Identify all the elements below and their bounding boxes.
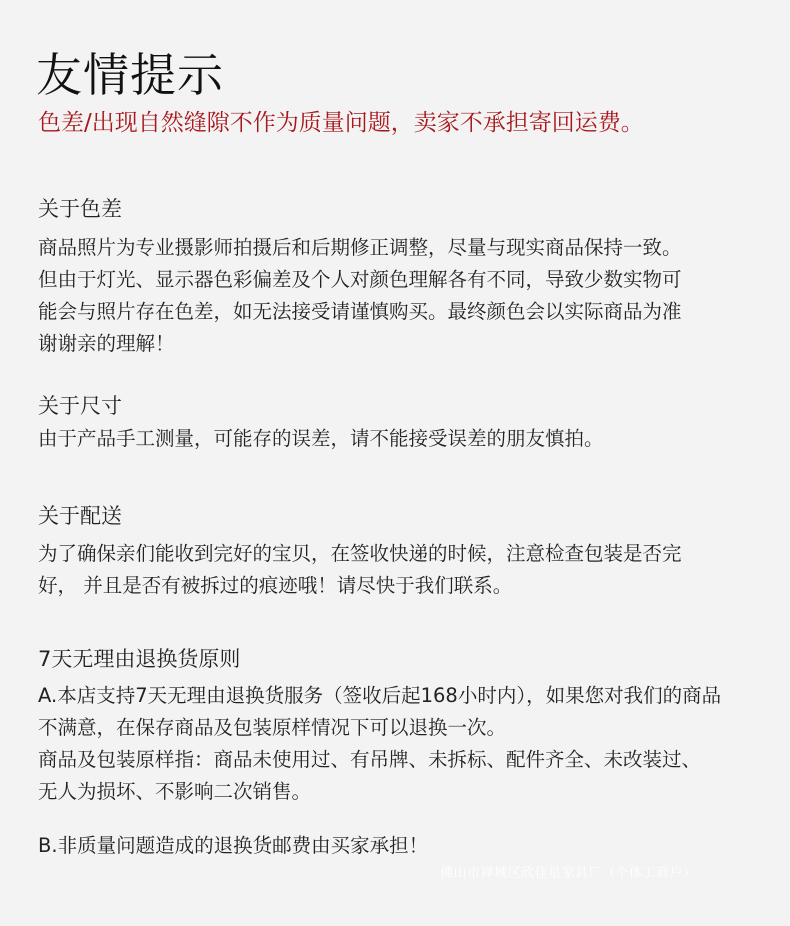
text-line: 好， 并且是否有被拆过的痕迹哦！请尽快于我们联系。 [38, 574, 513, 597]
text-line: 商品及包装原样指：商品未使用过、有吊牌、未拆标、配件齐全、未改装过、 [38, 748, 702, 771]
text-line: A.本店支持7天无理由退换货服务（签收后起168小时内），如果您对我们的商品 [38, 684, 722, 707]
notice-text: 色差/出现自然缝隙不作为质量问题，卖家不承担寄回运费。 [38, 110, 644, 136]
text-line: 商品照片为专业摄影师拍摄后和后期修正调整，尽量与现实商品保持一致。 [38, 236, 682, 259]
section-body-color [38, 232, 773, 360]
section-heading-color: 关于色差 [38, 197, 122, 221]
text-line: 由于产品手工测量，可能存的误差，请不能接受误差的朋友慎拍。 [38, 427, 604, 450]
footer-note [38, 830, 773, 862]
text-line: 为了确保亲们能收到完好的宝贝，在签收快递的时候，注意检查包装是否完 [38, 542, 682, 565]
section-heading-delivery: 关于配送 [38, 504, 122, 528]
text-line: 无人为损坏、不影响二次销售。 [38, 780, 312, 803]
text-line: 但由于灯光、显示器色彩偏差及个人对颜色理解各有不同，导致少数实物可 [38, 268, 682, 291]
text-line: 能会与照片存在色差，如无法接受请谨慎购买。最终颜色会以实际商品为准 [38, 300, 682, 323]
section-body-delivery [38, 538, 773, 602]
section-body-return [38, 680, 773, 808]
text-line: 不满意，在保存商品及包装原样情况下可以退换一次。 [38, 716, 507, 739]
section-heading-size: 关于尺寸 [38, 394, 122, 418]
section-body-size [38, 423, 773, 455]
text-line: 谢谢亲的理解！ [38, 332, 175, 355]
section-heading-return: 7天无理由退换货原则 [38, 647, 241, 671]
text-line: B.非质量问题造成的退换货邮费由买家承担！ [38, 834, 429, 857]
watermark-text: 佛山市禅城区欣佳星家具厂（个体工商户） [440, 866, 697, 881]
page-title: 友情提示 [36, 48, 224, 102]
